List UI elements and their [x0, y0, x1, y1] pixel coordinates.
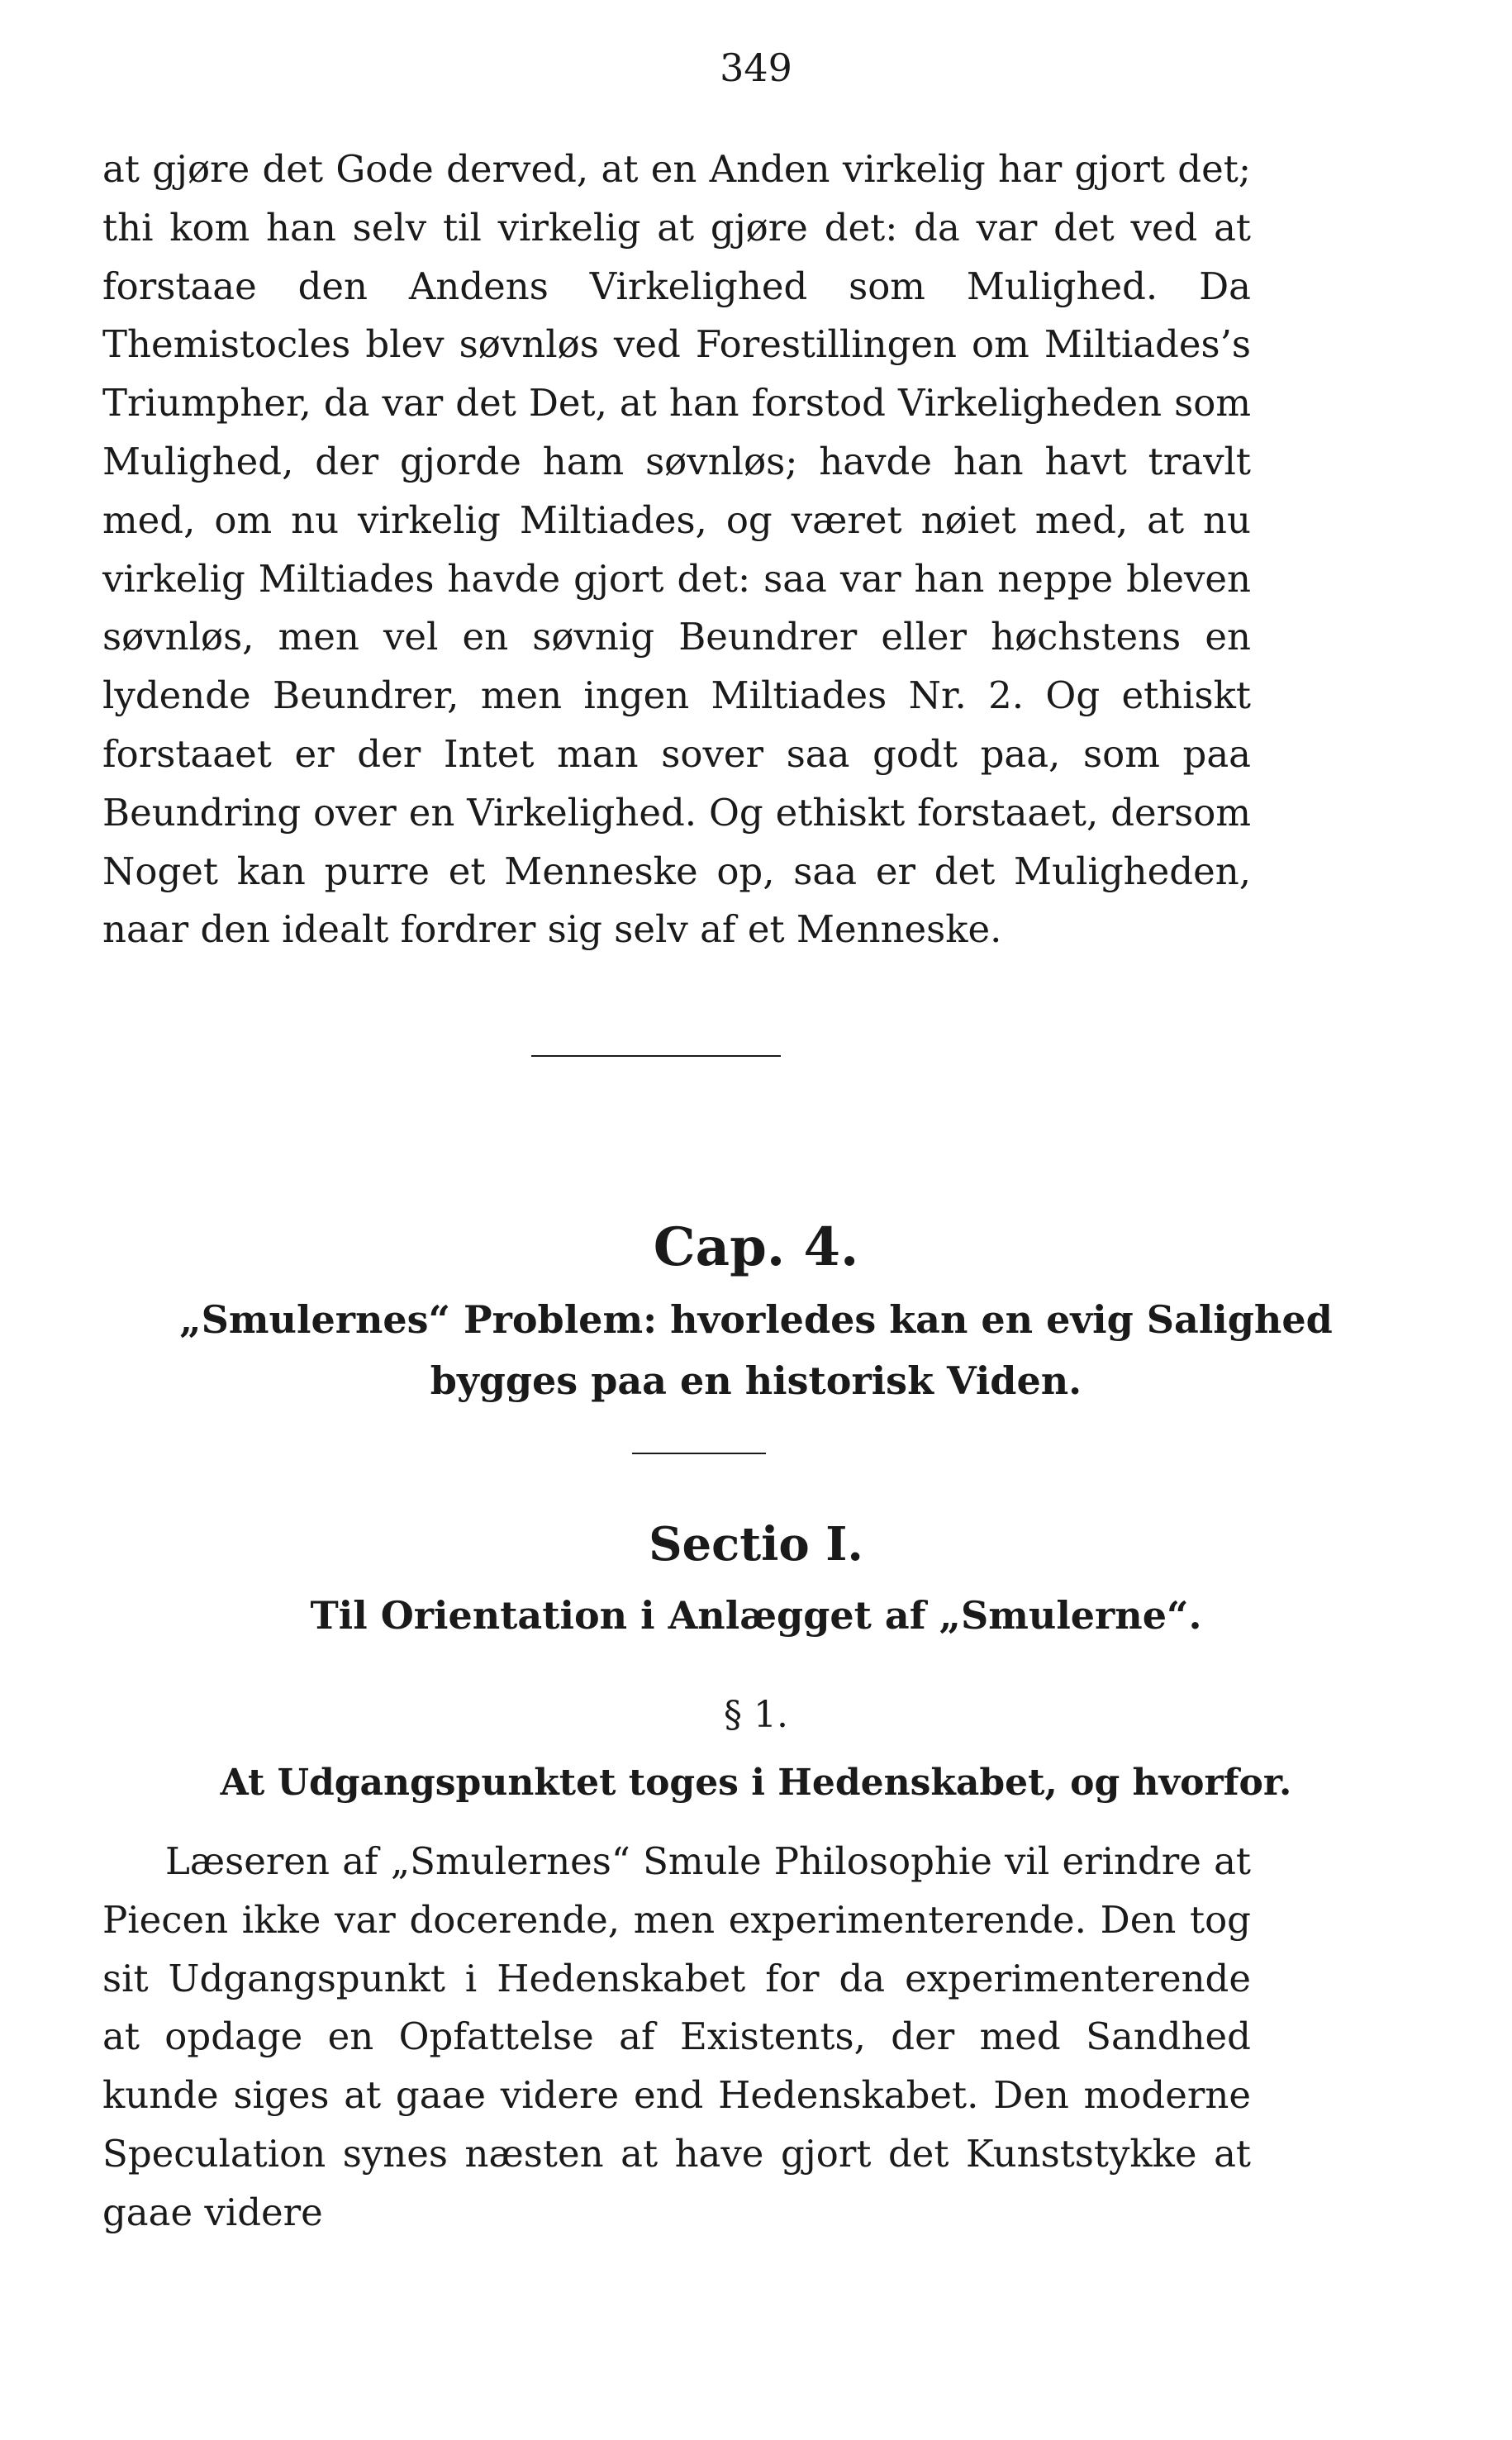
chapter-divider-rule — [632, 1453, 766, 1454]
section-divider-rule — [531, 1055, 781, 1057]
chapter-title-line-1: „Smulernes“ Problem: hvorledes kan en evig Salighed — [179, 1297, 1333, 1342]
chapter-title — [0, 1289, 1512, 1411]
section-title: Til Orientation i Anlægget af „Smulerne“. — [310, 1593, 1202, 1638]
body-paragraph-bottom: Læseren af „Smulernes“ Smule Philosophie vil erindre at Piecen ikke var docerende, men experimenterende. Den tog sit Udgangspunkt i Hedenskabet for da experimenterende at opdage en Opfattelse af Existents, der med Sandhed kunde siges at gaae videre end Hedenskabet. Den moderne Speculation synes næsten at have gjort det Kunststykke at gaae videre — [102, 1839, 1251, 2234]
page-number: 349 — [720, 45, 792, 90]
body-paragraph-top: at gjøre det Gode derved, at en Anden virkelig har gjort det; thi kom han selv til virkelig at gjøre det: da var det ved at forstaae den Andens Virkelighed som Mulighed. Da Themistocles blev søvnløs ved Forestillingen om Miltiades’s Triumpher, da var det Det, at han forstod Virkeligheden som Mulighed, der gjorde ham søvnløs; havde han havt travlt med, om nu virkelig Miltiades, og været nøiet med, at nu virkelig Miltiades havde gjort det: saa var han neppe bleven søvnløs, men vel en søvnig Beundrer eller høchstens en lydende Beundrer, men ingen Miltiades Nr. 2. Og ethiskt forstaaet er der Intet man sover saa godt paa, som paa Beundring over en Virkelighed. Og ethiskt forstaaet, dersom Noget kan purre et Menneske op, saa er det Muligheden, naar den idealt fordrer sig selv af et Menneske. — [102, 147, 1251, 952]
chapter-heading: Cap. 4. — [653, 1216, 859, 1278]
subsection-title: At Udgangspunktet toges i Hedenskabet, og hvorfor. — [220, 1762, 1292, 1804]
section-heading: Sectio I. — [649, 1517, 863, 1572]
chapter-title-line-2: bygges paa en historisk Viden. — [430, 1358, 1082, 1403]
paragraph-mark: § 1. — [724, 1694, 788, 1736]
